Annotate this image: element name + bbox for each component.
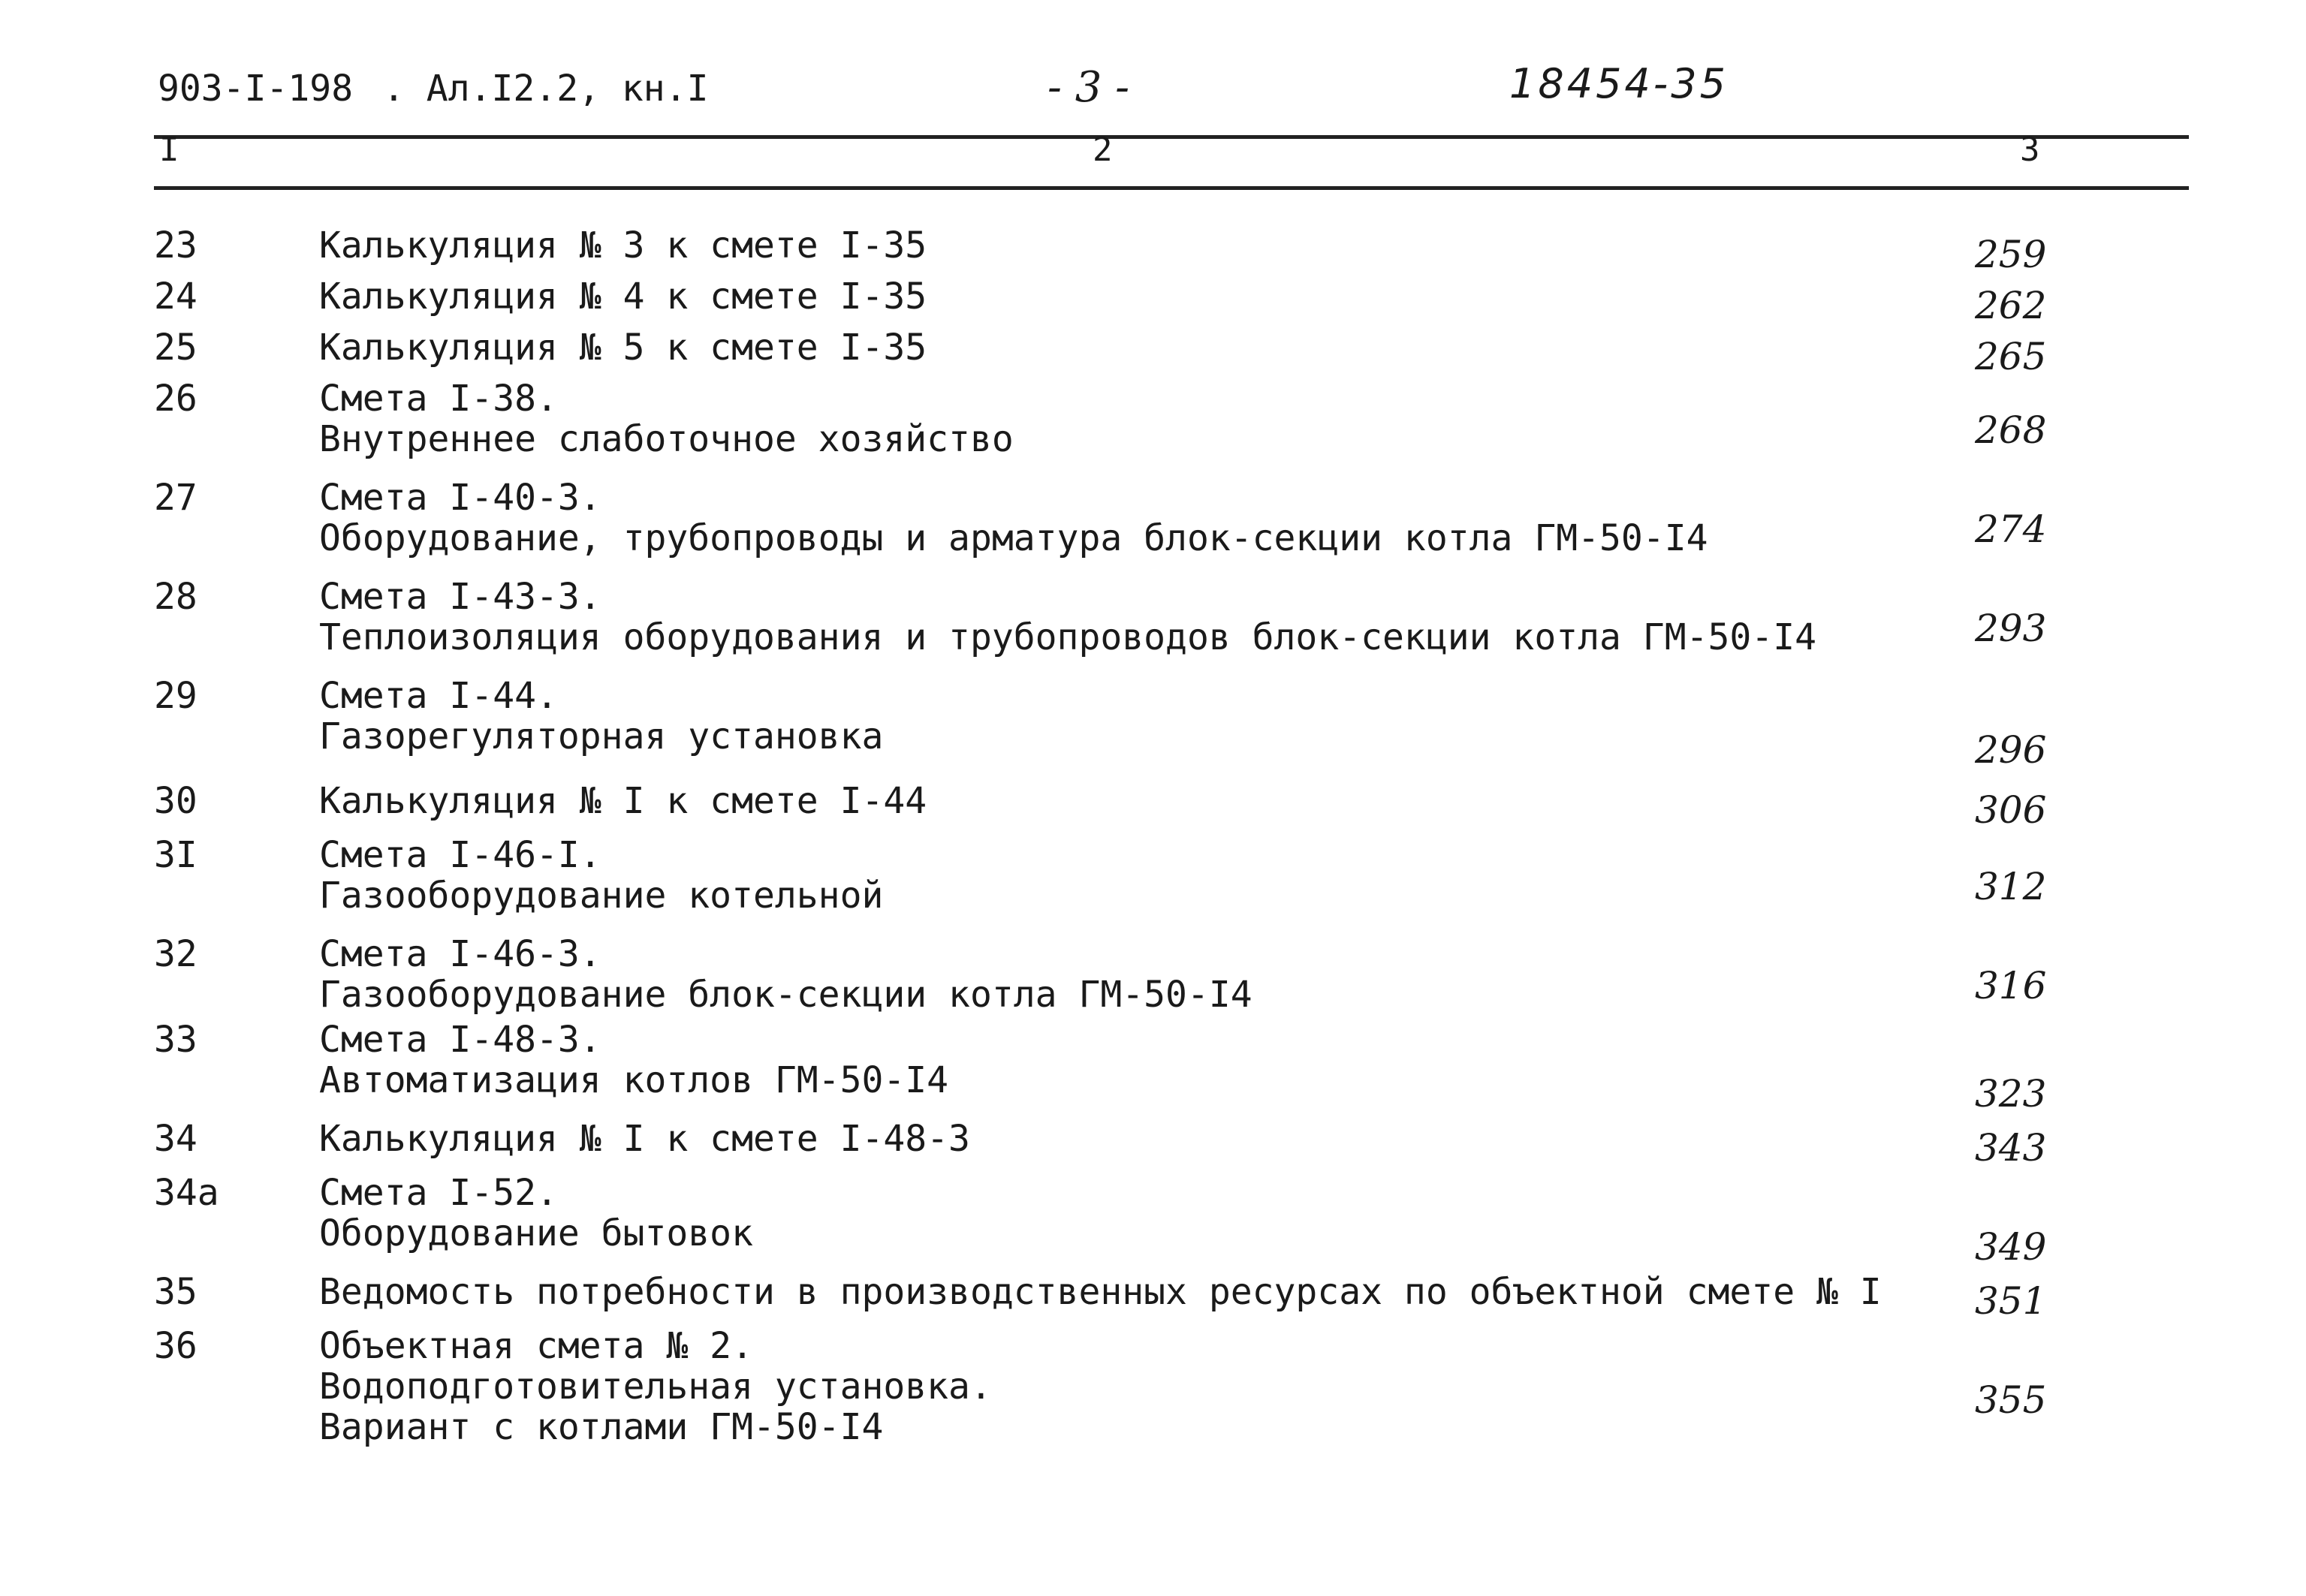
row-description-line: Калькуляция № I к смете I-48-3 <box>319 1118 970 1160</box>
row-description-line: Газооборудование котельной <box>319 875 884 917</box>
row-description-line: Калькуляция № 3 к смете I-35 <box>319 224 927 267</box>
row-description-line: Смета I-46-I. <box>319 834 601 876</box>
row-description <box>319 477 1934 559</box>
column-header-page: 3 <box>2020 131 2040 169</box>
row-description <box>319 781 1934 821</box>
row-number: 32 <box>154 933 197 975</box>
row-number: 29 <box>154 675 197 717</box>
row-page-number: 265 <box>1975 335 2047 378</box>
row-page-number: 351 <box>1975 1279 2047 1323</box>
row-page-number: 306 <box>1975 788 2047 832</box>
row-description-line: Вариант с котлами ГМ-50-I4 <box>319 1406 884 1448</box>
row-description-line: Оборудование, трубопроводы и арматура блок-секции котла ГМ-50-I4 <box>319 517 1708 559</box>
row-description-line: Смета I-48-3. <box>319 1019 601 1061</box>
row-page-number: 268 <box>1975 408 2047 452</box>
row-page-number: 323 <box>1975 1072 2047 1116</box>
row-page-number: 293 <box>1975 607 2047 650</box>
row-description-line: Оборудование бытовок <box>319 1212 753 1254</box>
row-number: 34 <box>154 1118 197 1160</box>
row-description-line: Калькуляция № I к смете I-44 <box>319 780 927 822</box>
row-description-line: Смета I-46-3. <box>319 933 601 975</box>
row-description <box>319 225 1934 266</box>
row-description <box>319 276 1934 317</box>
row-page-number: 355 <box>1975 1378 2047 1422</box>
row-page-number: 349 <box>1975 1225 2047 1269</box>
row-page-number: 316 <box>1975 964 2047 1007</box>
row-page-number: 343 <box>1975 1126 2047 1170</box>
row-description-line: Автоматизация котлов ГМ-50-I4 <box>319 1059 949 1101</box>
row-page-number: 274 <box>1975 507 2047 551</box>
album-reference: . Ал.I2.2, кн.I <box>383 68 709 110</box>
row-description-line: Смета I-38. <box>319 378 558 420</box>
row-description-line: Смета I-43-3. <box>319 576 601 618</box>
page-number: - 3 - <box>1047 63 1130 112</box>
row-number: 33 <box>154 1019 197 1061</box>
row-description <box>319 577 1934 658</box>
row-description-line: Калькуляция № 5 к смете I-35 <box>319 327 927 369</box>
row-number: 35 <box>154 1271 197 1313</box>
row-description <box>319 378 1934 459</box>
row-description-line: Внутреннее слаботочное хозяйство <box>319 418 1014 460</box>
row-description-line: Газорегуляторная установка <box>319 715 884 757</box>
row-description-line: Смета I-44. <box>319 675 558 717</box>
row-number: 3I <box>154 834 197 876</box>
column-header-number: I <box>159 131 179 169</box>
row-description-line: Смета I-40-3. <box>319 477 601 519</box>
row-number: 34а <box>154 1172 219 1214</box>
row-number: 28 <box>154 576 197 618</box>
column-header-title: 2 <box>1093 131 1113 169</box>
document-code: 903-I-198 <box>158 68 354 110</box>
row-description <box>319 327 1934 368</box>
row-number: 26 <box>154 378 197 420</box>
row-description-line: Калькуляция № 4 к смете I-35 <box>319 276 927 318</box>
row-description-line: Водоподготовительная установка. <box>319 1366 992 1408</box>
row-number: 24 <box>154 276 197 318</box>
row-description <box>319 1119 1934 1159</box>
row-description <box>319 934 1934 1015</box>
row-description <box>319 1272 1934 1312</box>
table-header-rule <box>154 186 2189 190</box>
row-number: 25 <box>154 327 197 369</box>
page-header <box>0 60 2306 123</box>
row-number: 23 <box>154 224 197 267</box>
row-description <box>319 1173 1934 1254</box>
row-description <box>319 676 1934 757</box>
row-number: 27 <box>154 477 197 519</box>
row-description-line: Теплоизоляция оборудования и трубопроводов блок-секции котла ГМ-50-I4 <box>319 616 1816 658</box>
archive-stamp: 18454-35 <box>1509 60 1729 107</box>
row-description-line: Ведомость потребности в производственных ресурсах по объектной смете № I <box>319 1271 1882 1313</box>
row-page-number: 262 <box>1975 284 2047 327</box>
row-page-number: 312 <box>1975 865 2047 908</box>
row-number: 36 <box>154 1325 197 1367</box>
row-description-line: Смета I-52. <box>319 1172 558 1214</box>
row-description-line: Объектная смета № 2. <box>319 1325 753 1367</box>
row-description-line: Газооборудование блок-секции котла ГМ-50-I4 <box>319 974 1252 1016</box>
row-description <box>319 1019 1934 1101</box>
row-number: 30 <box>154 780 197 822</box>
row-description <box>319 1326 1934 1447</box>
table-top-rule <box>154 135 2189 139</box>
row-description <box>319 835 1934 916</box>
row-page-number: 296 <box>1975 728 2047 772</box>
row-page-number: 259 <box>1975 233 2047 276</box>
